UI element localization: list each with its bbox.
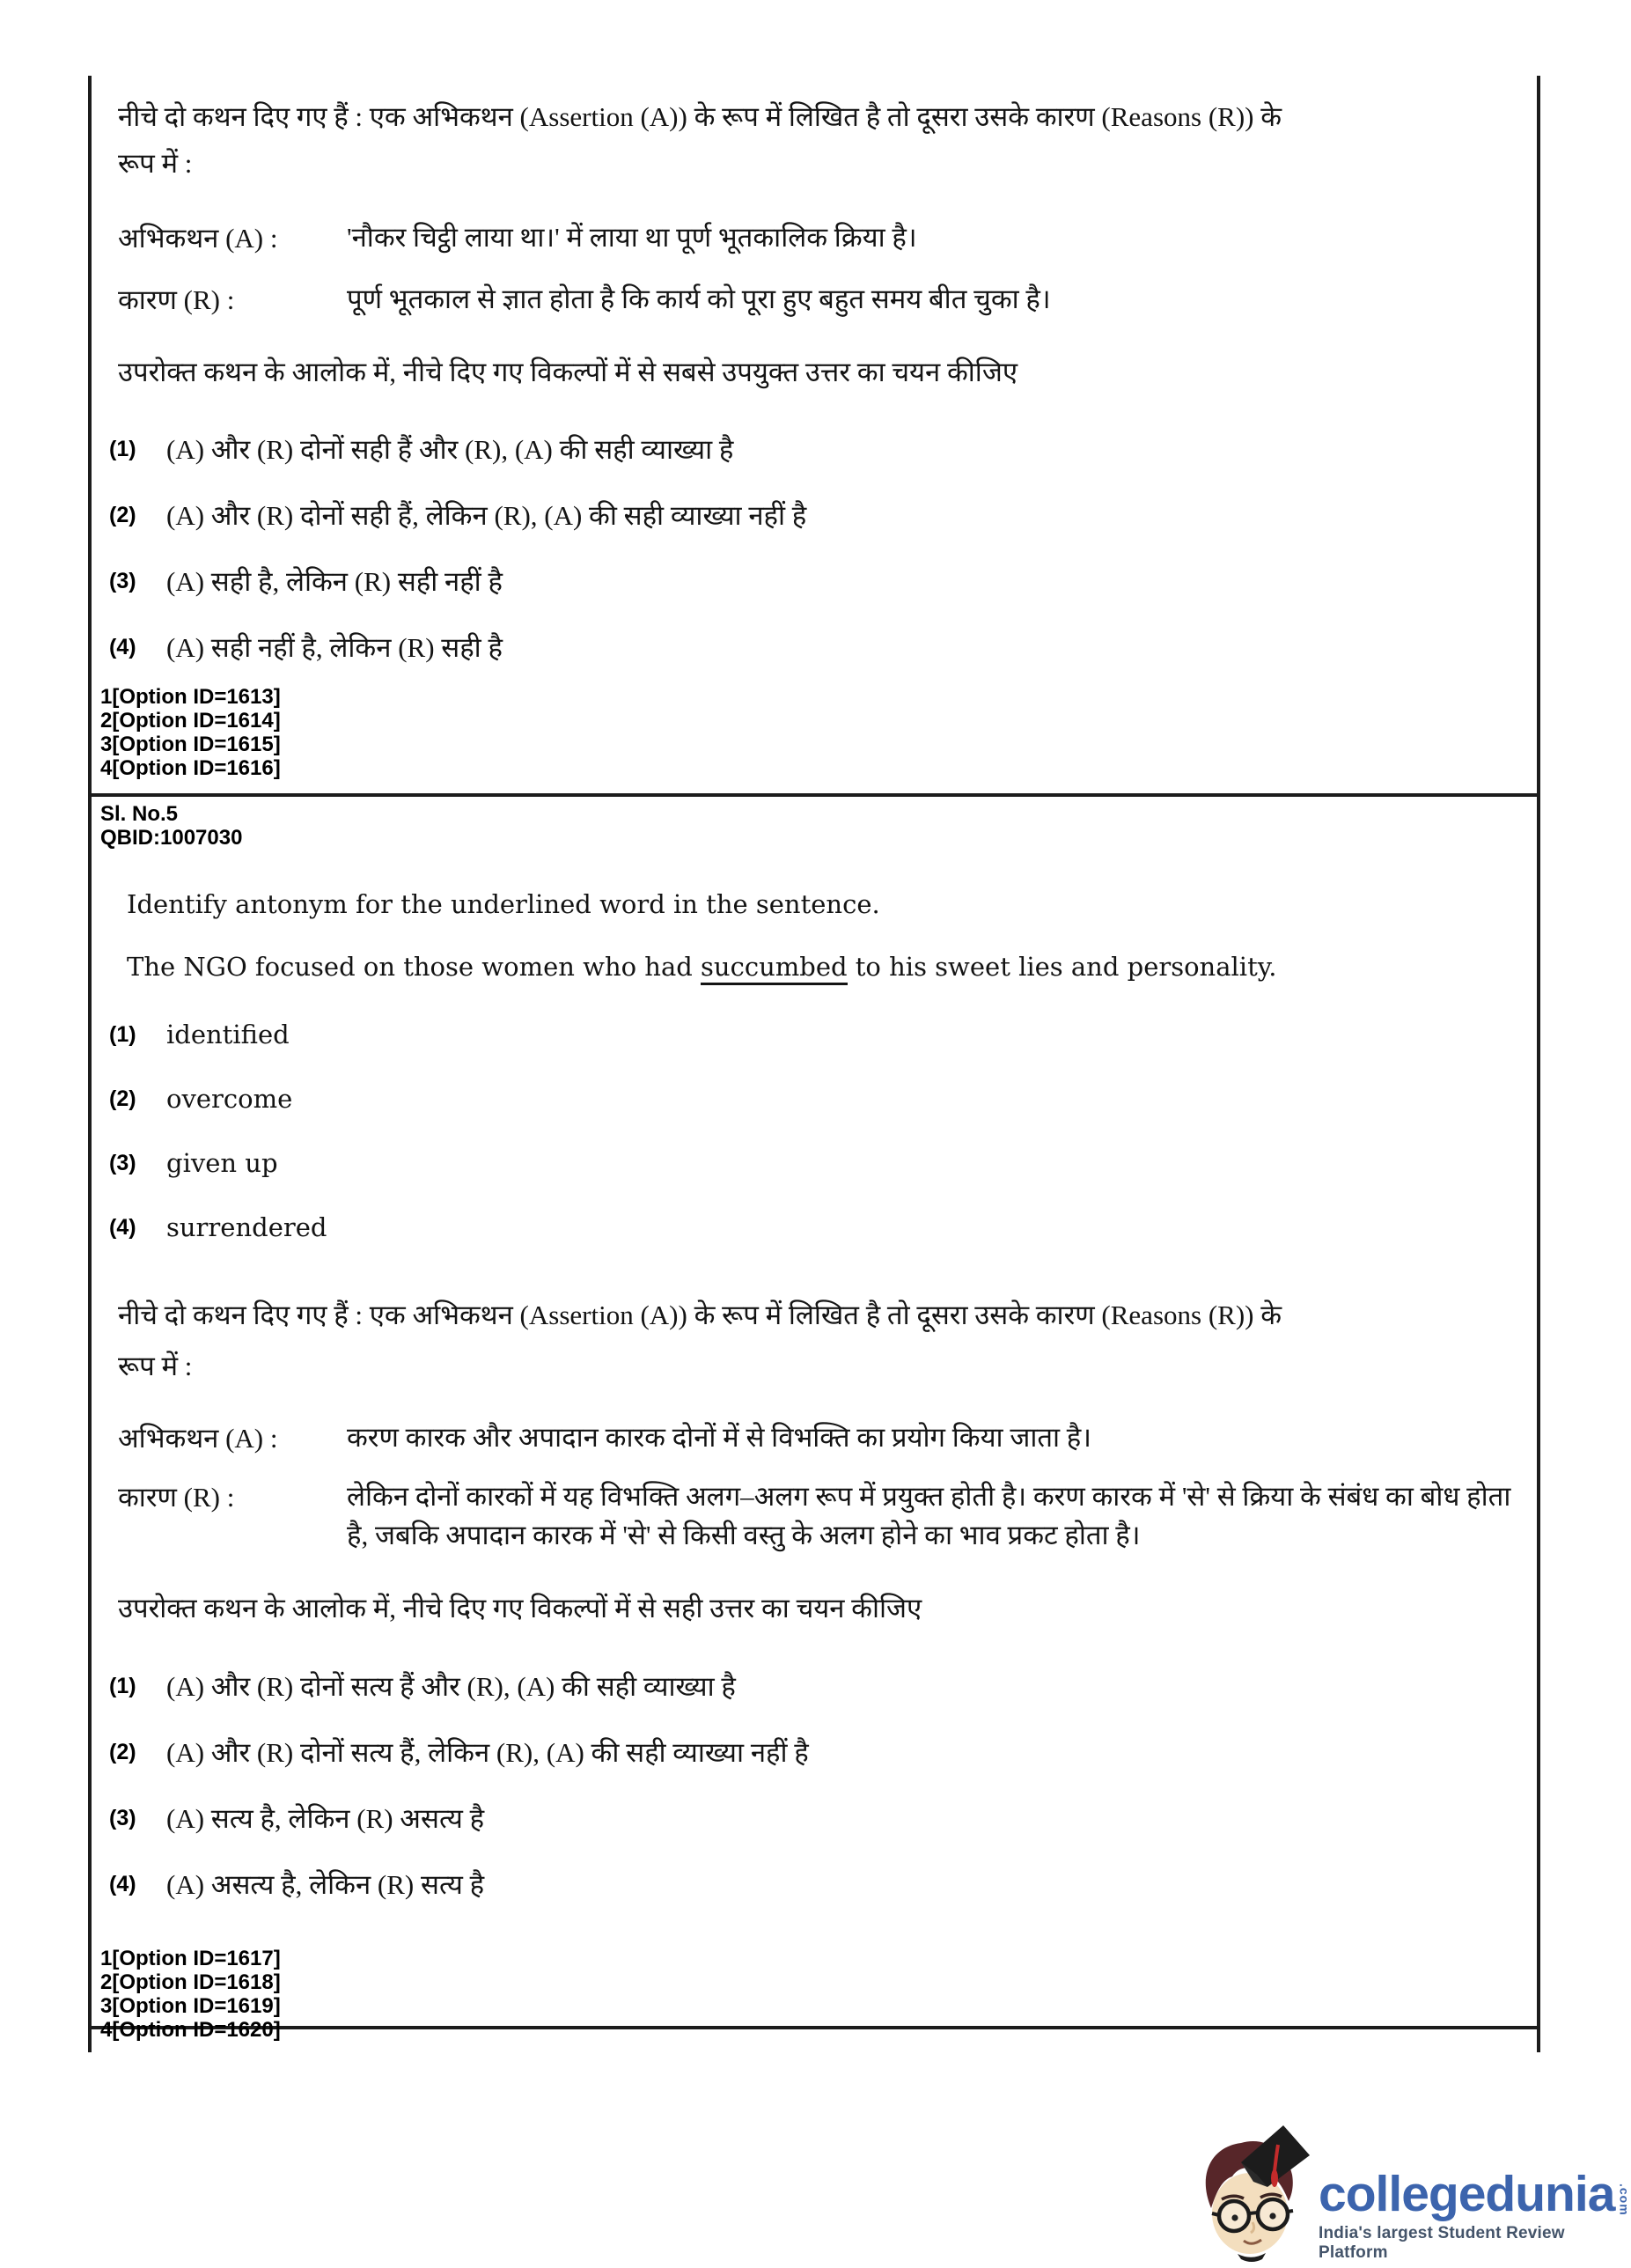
question-5-block: [92, 802, 1537, 2042]
q5-en-option-1-text: identified: [166, 1020, 290, 1049]
q5-en-option-2: [100, 1079, 1537, 1119]
q4-option-id-3: 3[Option ID=1615]: [100, 733, 281, 756]
q5-sentence: [127, 947, 1537, 987]
q4-option-ids: [100, 685, 1537, 780]
q5-option-id-3: 3[Option ID=1619]: [100, 1994, 281, 2018]
q5-option-4: [100, 1865, 1537, 1904]
question-table: [88, 76, 1540, 2052]
q5-hi-intro: [118, 1290, 1509, 1392]
q5-option-ids: [100, 1947, 1537, 2042]
q4-intro: [118, 93, 1509, 187]
q5-option-2-text: (A) और (R) दोनों सत्य हैं, लेकिन (R), (A) की सही व्याख्या नहीं है: [166, 1737, 809, 1768]
q4-intro-line1: नीचे दो कथन दिए गए हैं : एक अभिकथन (Assertion (A)) के रूप में लिखित है तो दूसरा उसके कारण (Reasons (R)) के: [118, 101, 1282, 132]
q4-prompt: उपरोक्त कथन के आलोक में, नीचे दिए गए विकल्पों में से सबसे उपयुक्त उत्तर का चयन कीजिए: [118, 357, 1018, 387]
collegedunia-tld: .com: [1617, 2183, 1631, 2216]
q4-option-1-text: (A) और (R) दोनों सही हैं और (R), (A) की सही व्याख्या है: [166, 434, 734, 465]
q4-option-1-number: (1): [109, 437, 136, 461]
q5-en-option-3: [100, 1144, 1537, 1183]
q4-option-4: [100, 628, 1537, 667]
q5-en-option-4-text: surrendered: [166, 1212, 327, 1242]
q5-sentence-before: The NGO focused on those women who had: [127, 952, 702, 982]
collegedunia-tagline: India's largest Student Review Platform: [1319, 2224, 1565, 2262]
q5-en-option-2-text: overcome: [166, 1084, 293, 1114]
q5-reason-row: [118, 1477, 1537, 1555]
q5-en-option-3-number: (3): [109, 1151, 136, 1175]
q5-hi-intro-line2: रूप में :: [118, 1351, 193, 1381]
q4-option-2-number: (2): [109, 503, 136, 527]
q5-option-1-text: (A) और (R) दोनों सत्य हैं और (R), (A) की सही व्याख्या है: [166, 1671, 736, 1702]
q4-option-1: [100, 430, 1537, 469]
q5-en-option-2-number: (2): [109, 1086, 136, 1111]
collegedunia-brand-name: collegedunia: [1319, 2166, 1615, 2222]
q5-option-4-text: (A) असत्य है, लेकिन (R) सत्य है: [166, 1869, 485, 1900]
q4-reason-text: पूर्ण भूतकाल से ज्ञात होता है कि कार्य को पूरा हुए बहुत समय बीत चुका है।: [347, 284, 1051, 314]
q4-option-id-4: 4[Option ID=1616]: [100, 756, 281, 780]
q4-reason-label: कारण (R) :: [118, 284, 235, 315]
question-4-block: [92, 93, 1537, 797]
q4-assertion-label: अभिकथन (A) :: [118, 223, 278, 254]
q5-reason-text: लेकिन दोनों कारकों में यह विभक्ति अलग–अलग रूप में प्रयुक्त होती है। करण कारक में 'से' से क्रिया के संबंध का बोध होता है, जबकि अपादान कारक में 'से' से किसी वस्तु के अलग होने का भाव प्रकट होता है।: [347, 1481, 1511, 1550]
q5-reason-label: कारण (R) :: [118, 1482, 235, 1513]
q5-assertion-text: करण कारक और अपादान कारक दोनों में से विभक्ति का प्रयोग किया जाता है।: [347, 1422, 1092, 1453]
q5-assertion-row: [118, 1418, 1537, 1458]
q5-en-option-1-number: (1): [109, 1022, 136, 1047]
q4-intro-line2: रूप में :: [118, 148, 193, 179]
q5-option-4-number: (4): [109, 1872, 136, 1896]
q5-option-id-2: 2[Option ID=1618]: [100, 1970, 281, 1994]
q5-underlined-word: succumbed: [701, 952, 848, 985]
q5-instruction: Identify antonym for the underlined word in the sentence.: [127, 889, 880, 919]
q5-option-2: [100, 1733, 1537, 1772]
q5-option-id-1: 1[Option ID=1617]: [100, 1947, 281, 1970]
q5-en-option-4-number: (4): [109, 1215, 136, 1240]
q4-option-id-1: 1[Option ID=1613]: [100, 685, 281, 709]
q5-option-3-text: (A) सत्य है, लेकिन (R) असत्य है: [166, 1803, 485, 1834]
q5-option-id-4: 4[Option ID=1620]: [100, 2018, 281, 2042]
q4-option-3-text: (A) सही है, लेकिन (R) सही नहीं है: [166, 566, 503, 597]
q5-prompt: उपरोक्त कथन के आलोक में, नीचे दिए गए विकल्पों में से सही उत्तर का चयन कीजिए: [118, 1593, 922, 1624]
q4-option-2: [100, 496, 1537, 535]
q5-option-3-number: (3): [109, 1806, 136, 1830]
q4-assertion-row: [118, 218, 1537, 258]
graduate-boy-mascot-icon: [1195, 2120, 1310, 2261]
q5-option-2-number: (2): [109, 1740, 136, 1764]
q5-en-option-3-text: given up: [166, 1148, 278, 1178]
q4-reason-row: [118, 280, 1537, 320]
q5-option-1-number: (1): [109, 1674, 136, 1698]
q5-en-option-1: [100, 1015, 1537, 1055]
collegedunia-text: [1319, 2166, 1631, 2263]
q5-hi-intro-line1: नीचे दो कथन दिए गए हैं : एक अभिकथन (Assertion (A)) के रूप में लिखित है तो दूसरा उसके कारण (Reasons (R)) के: [118, 1300, 1282, 1330]
q4-option-3-number: (3): [109, 569, 136, 593]
collegedunia-logo: [1195, 2120, 1631, 2263]
q5-sentence-after: to his sweet lies and personality.: [847, 952, 1277, 982]
q4-option-4-text: (A) सही नहीं है, लेकिन (R) सही है: [166, 632, 503, 663]
q5-option-3: [100, 1799, 1537, 1838]
q4-option-4-number: (4): [109, 635, 136, 659]
q5-en-option-4: [100, 1208, 1537, 1248]
q5-qbid: QBID:1007030: [100, 826, 243, 850]
q5-option-1: [100, 1667, 1537, 1706]
q5-serial-number: Sl. No.5: [100, 802, 179, 826]
next-row-stub: [92, 2029, 1537, 2052]
q4-assertion-text: 'नौकर चिट्ठी लाया था।' में लाया था पूर्ण भूतकालिक क्रिया है।: [347, 222, 917, 253]
q4-option-3: [100, 562, 1537, 601]
q4-option-2-text: (A) और (R) दोनों सही हैं, लेकिन (R), (A) की सही व्याख्या नहीं है: [166, 500, 807, 531]
q4-option-id-2: 2[Option ID=1614]: [100, 709, 281, 733]
q5-assertion-label: अभिकथन (A) :: [118, 1423, 278, 1454]
